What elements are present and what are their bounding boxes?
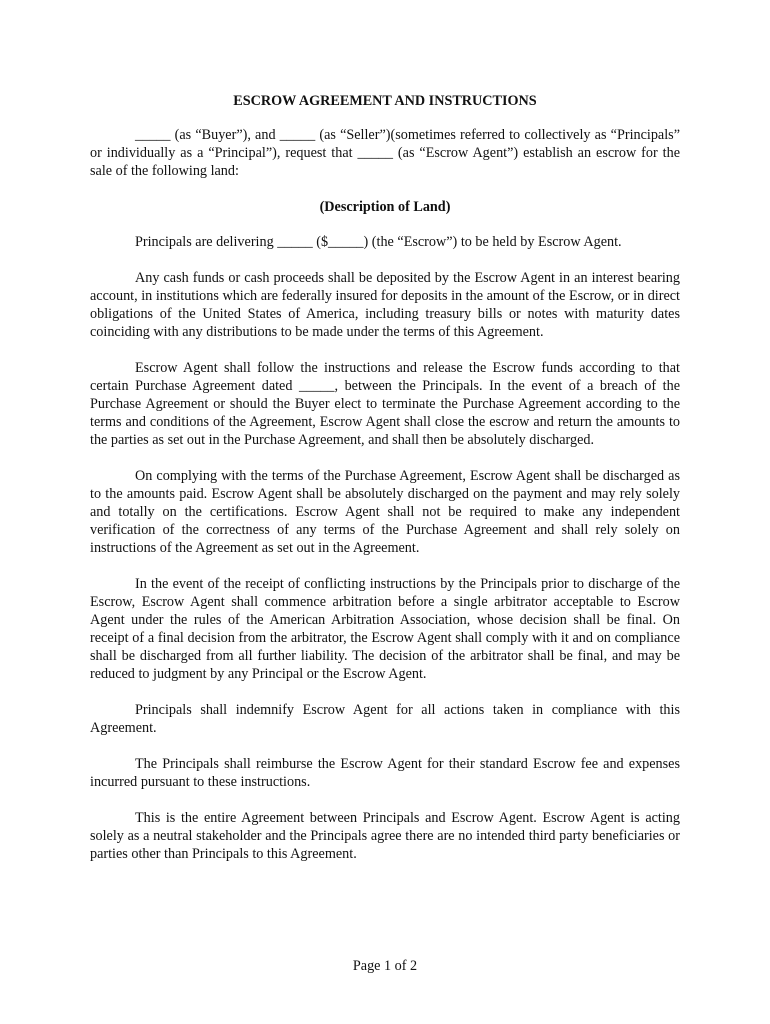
entire-agreement-paragraph: This is the entire Agreement between Principals and Escrow Agent. Escrow Agent is acting solely as a neutral stakeholder and the Principals agree there are no intended third party beneficiaries or parties other than Principals to this Agreement. — [90, 810, 680, 862]
description-heading: (Description of Land) — [319, 199, 451, 215]
delivery-paragraph: Principals are delivering _____ ($_____) (the “Escrow”) to be held by Escrow Agent. — [135, 234, 622, 250]
discharge-paragraph: On complying with the terms of the Purchase Agreement, Escrow Agent shall be discharged as to the amounts paid. Escrow Agent shall be absolutely discharged on the payment and may rely solely and totally on the certifications. Escrow Agent shall not be required to make any independent verification of the correctness of any terms of the Purchase Agreement and shall rely solely on instructions of the Agreement as set out in the Agreement. — [90, 468, 680, 556]
reimburse-paragraph: The Principals shall reimburse the Escrow Agent for their standard Escrow fee and expenses incurred pursuant to these instructions. — [90, 756, 680, 790]
deposit-paragraph: Any cash funds or cash proceeds shall be deposited by the Escrow Agent in an interest bearing account, in institutions which are federally insured for deposits in the amount of the Escrow, or in direct obligations of the United States of America, including treasury bills or notes with maturity dates coinciding with any distributions to be made under the terms of this Agreement. — [90, 270, 680, 340]
page-number: Page 1 of 2 — [352, 958, 418, 974]
arbitration-paragraph: In the event of the receipt of conflicting instructions by the Principals prior to discharge of the Escrow, Escrow Agent shall commence arbitration before a single arbitrator acceptable to Escrow Agent under the rules of the American Arbitration Association, whose decision shall be final. On receipt of a final decision from the arbitrator, the Escrow Agent shall comply with it and on compliance shall be discharged from all further liability. The decision of the arbitrator shall be final, and may be reduced to judgment by any Principal or the Escrow Agent. — [90, 576, 680, 682]
document-page — [90, 92, 680, 881]
intro-paragraph: _____ (as “Buyer”), and _____ (as “Seller”)(sometimes referred to collectively as “Principals” or individually as a “Principal”), request that _____ (as “Escrow Agent”) establish an escrow for the sale of the following land: — [90, 127, 680, 179]
indemnify-paragraph: Principals shall indemnify Escrow Agent for all actions taken in compliance with this Agreement. — [90, 702, 680, 736]
document-title: ESCROW AGREEMENT AND INSTRUCTIONS — [233, 93, 537, 109]
release-paragraph: Escrow Agent shall follow the instructions and release the Escrow funds according to that certain Purchase Agreement dated _____, between the Principals. In the event of a breach of the Purchase Agreement or should the Buyer elect to terminate the Purchase Agreement according to the terms and conditions of the Agreement, Escrow Agent shall close the escrow and return the amounts to the parties as set out in the Purchase Agreement, and shall then be absolutely discharged. — [90, 360, 680, 448]
